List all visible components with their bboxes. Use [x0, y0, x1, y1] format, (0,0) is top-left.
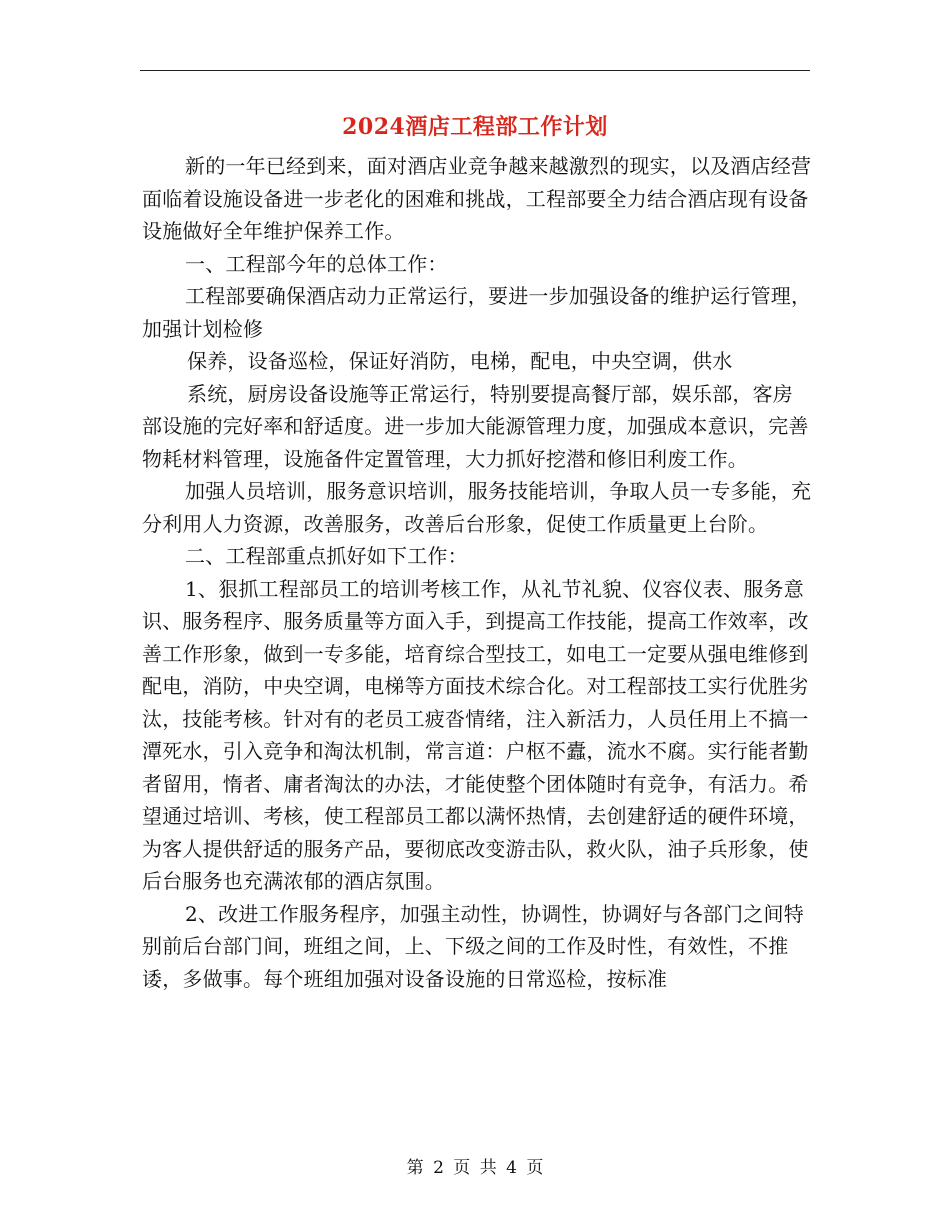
- header-rule: [140, 70, 810, 71]
- paragraph-overall-1: 工程部要确保酒店动力正常运行，要进一步加强设备的维护运行管理，加强计划检修: [142, 284, 812, 341]
- heading-section-1: 一、工程部今年的总体工作：: [185, 251, 448, 276]
- paragraph-training: 加强人员培训，服务意识培训，服务技能培训，争取人员一专多能，充分利用人力资源，改善服务，改善后台形象，促使工作质量更上台阶。: [142, 479, 812, 536]
- document-body: [142, 150, 812, 995]
- paragraph-intro: 新的一年已经到来，面对酒店业竞争越来越激烈的现实，以及酒店经营面临着设施设备进一步老化的困难和挑战，工程部要全力结合酒店现有设备设施做好全年维护保养工作。: [142, 154, 812, 243]
- heading-section-2: 二、工程部重点抓好如下工作：: [185, 544, 468, 568]
- page-number: 第 2 页 共 4 页: [406, 1158, 544, 1178]
- paragraph-item-2: 2、改进工作服务程序，加强主动性，协调性，协调好与各部门之间特别前后台部门间，班组之间，上、下级之间的工作及时性，有效性，不推诿，多做事。每个班组加强对设备设施的日常巡检，按标准: [142, 901, 804, 991]
- paragraph-overall-3: 系统，厨房设备设施等正常运行，特别要提高餐厅部，娱乐部，客房部设施的完好率和舒适度。进一步加大能源管理力度，加强成本意识，完善物耗材料管理，设施备件定置管理，大力抓好挖潜和修旧利废工作。: [142, 381, 809, 471]
- document-title: 2024酒店工程部工作计划: [342, 114, 608, 140]
- paragraph-item-1: 1、狠抓工程部员工的培训考核工作，从礼节礼貌、仪容仪表、服务意识、服务程序、服务质量等方面入手，到提高工作技能，提高工作效率，改善工作形象，做到一专多能，培育综合型技工，如电工一定要从强电维修到配电，消防，中央空调，电梯等方面技术综合化。对工程部技工实行优胜劣汰，技能考核。针对有的老员工疲沓情绪，注入新活力，人员任用上不搞一潭死水，引入竞争和淘汰机制，常言道：户枢不蠹，流水不腐。实行能者勤者留用，惰者、庸者淘汰的办法，才能使整个团体随时有竞争，有活力。希望通过培训、考核，使工程部员工都以满怀热情，去创建舒适的硬件环境，为客人提供舒适的服务产品，要彻底改变游击队，救火队，油子兵形象，使后台服务也充满浓郁的酒店氛围。: [142, 576, 809, 893]
- paragraph-overall-2: 保养，设备巡检，保证好消防，电梯，配电，中央空调，供水: [187, 349, 733, 373]
